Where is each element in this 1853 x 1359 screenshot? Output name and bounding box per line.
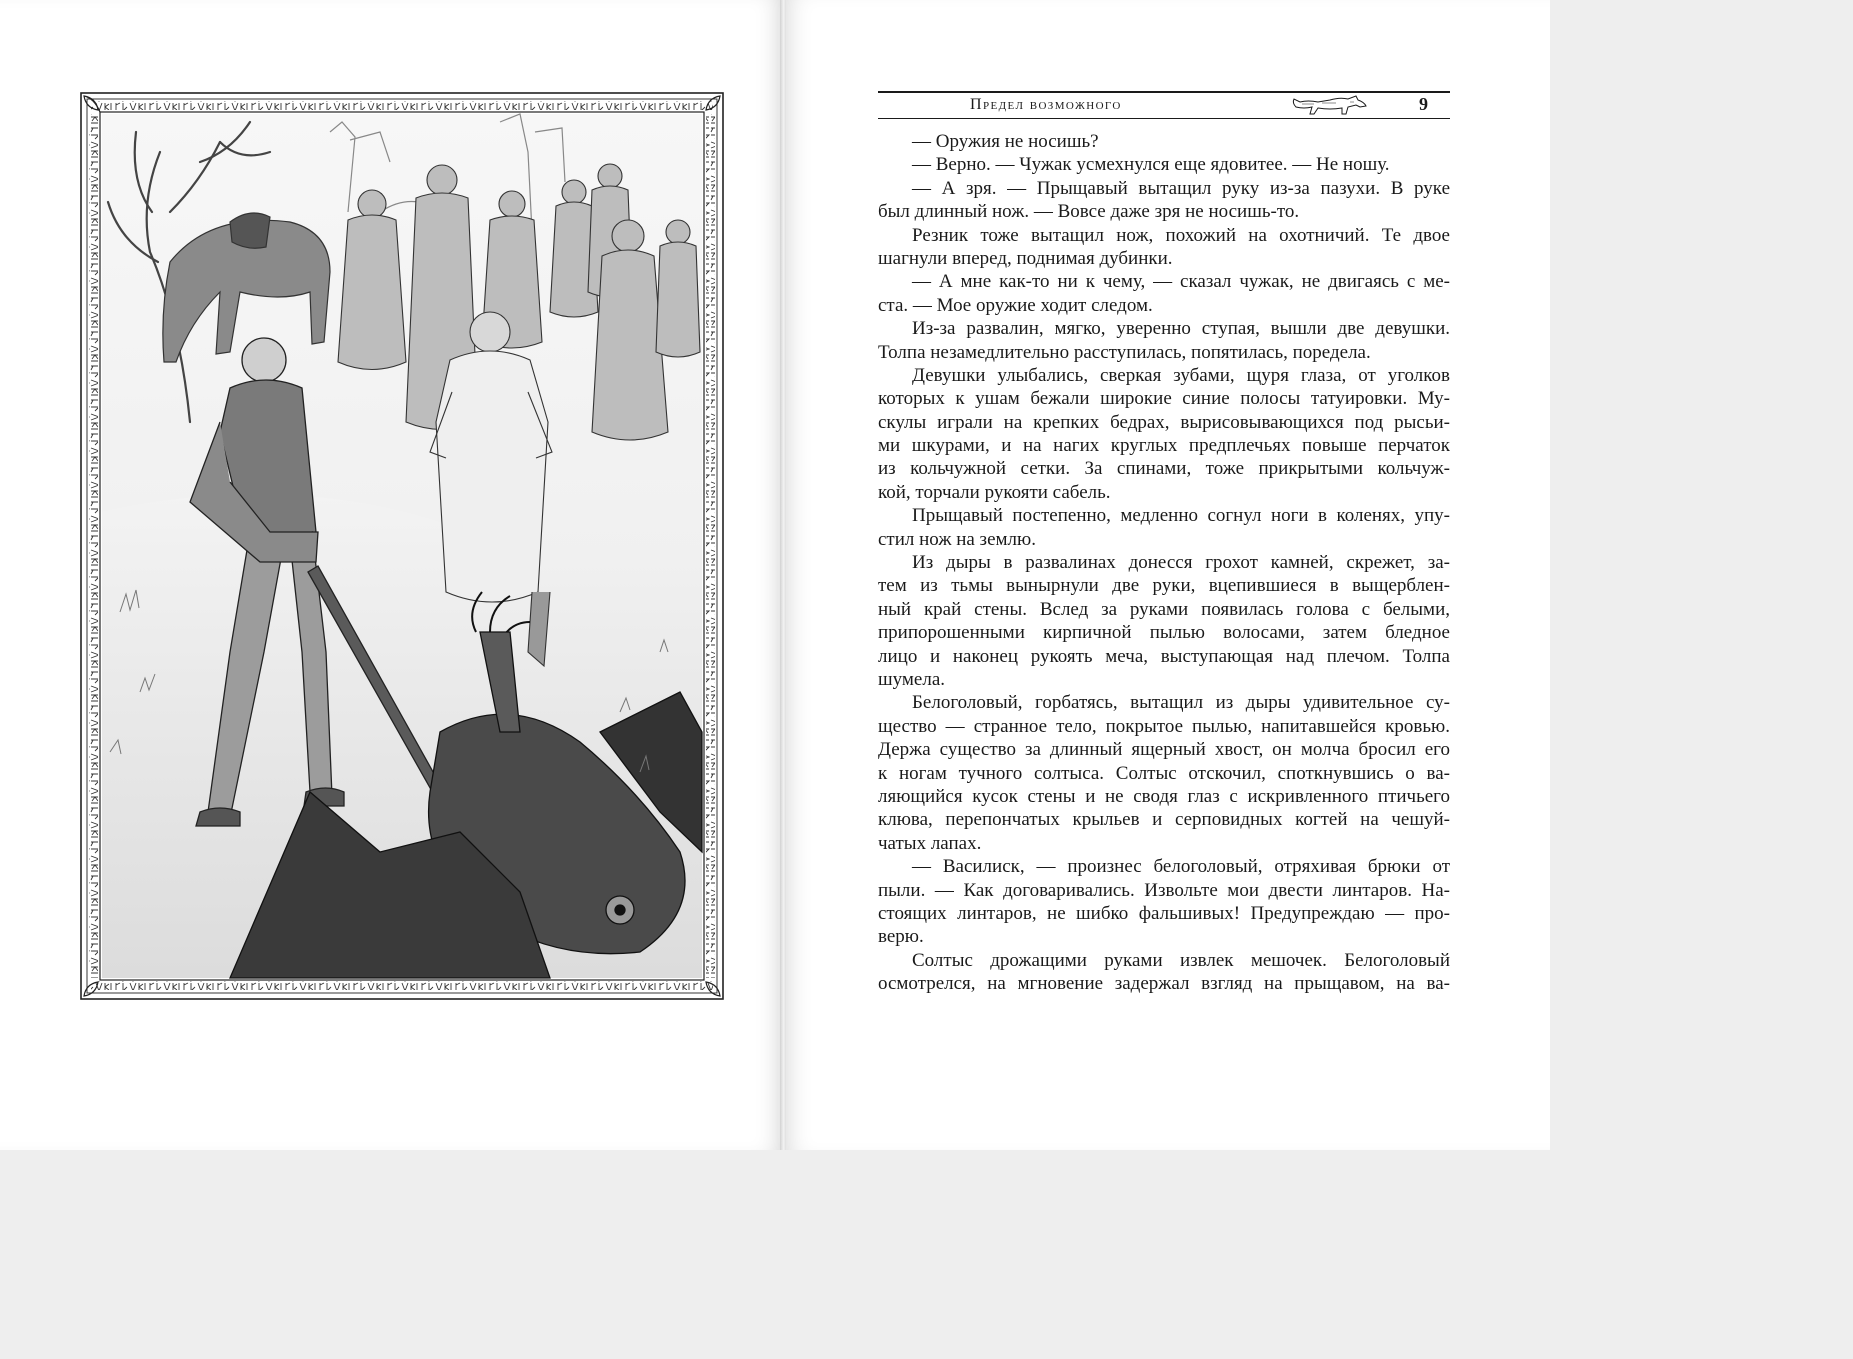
illustration-art [80, 92, 724, 1000]
text-line: ста. — Мое оружие ходит следом. [878, 294, 1153, 316]
text-line: — Оружия не носишь? [912, 131, 1099, 152]
text-line: — А зря. — Прыщавый вытащил руку из-за пазухи. В руке [912, 177, 1450, 199]
scene [102, 114, 702, 978]
illustration [80, 92, 724, 1000]
rune-border-right [706, 114, 715, 978]
text-line: пыли. — Как договаривались. Извольте мои двести линтаров. На- [878, 879, 1450, 901]
text-line: тем из тьмы вынырнули две руки, вцепившиеся в выщерблен- [878, 575, 1450, 597]
text-line: Прыщавый постепенно, медленно согнул ноги в коленях, упу- [912, 505, 1450, 527]
text-line: клюва, перепончатых крыльев и серповидных когтей на чешуй- [878, 809, 1450, 831]
rune-border-top [91, 101, 713, 110]
text-line: припорошенными кирпичной пылью волосами, затем бледное [878, 622, 1450, 644]
left-page [0, 0, 782, 1150]
text-line: Из-за развалин, мягко, уверенно ступая, вышли две девушки. [912, 318, 1450, 340]
text-line: Солтыс дрожащими руками извлек мешочек. Белоголовый [912, 949, 1450, 971]
running-header [878, 91, 1450, 123]
text-line: к ногам тучного солтыса. Солтыс отскочил, споткнувшись о ва- [878, 762, 1450, 784]
text-line: лицо и наконец рукоять меча, выступающая над плечом. Толпа [878, 645, 1450, 667]
text-line: — Василиск, — произнес белоголовый, отряхивая брюки от [912, 856, 1450, 878]
text-line: Девушки улыбались, сверкая зубами, щуря глаза, от уголков [912, 364, 1450, 386]
rune-border-left [89, 114, 98, 978]
running-head-title: Предел возможного [970, 96, 1122, 113]
text-line: Держа существо за длинный ящерный хвост, он молча бросил его [878, 739, 1450, 761]
text-line: Толпа незамедлительно расступилась, попятилась, поредела. [878, 341, 1371, 363]
text-line: Из дыры в развалинах донесся грохот камней, скрежет, за- [912, 552, 1450, 574]
text-line: стил нож на землю. [878, 528, 1036, 550]
text-line: чатых лапах. [878, 832, 982, 854]
text-line: шумела. [878, 668, 946, 690]
text-line: Белоголовый, горбатясь, вытащил из дыры удивительное су- [912, 692, 1450, 714]
text-line: кой, торчали рукояти сабель. [878, 481, 1111, 503]
text-line: Резник тоже вытащил нож, похожий на охотничий. Те двое [912, 224, 1450, 246]
text-line: — Верно. — Чужак усмехнулся еще ядовитее. — Не ношу. [912, 154, 1390, 176]
text-line: щество — странное тело, покрытое пылью, напитавшейся кровью. [878, 715, 1450, 737]
body-text [878, 130, 1450, 995]
text-line: ми шкурами, и на нагих круглых предплечьях повыше перчаток [878, 435, 1450, 457]
header-rule-top [878, 91, 1450, 93]
wolf-icon [1290, 94, 1370, 116]
text-line: стоящих линтаров, не шибко фальшивых! Предупреждаю — про- [878, 902, 1450, 924]
header-rule-bottom [878, 118, 1450, 119]
text-line: — А мне как-то ни к чему, — сказал чужак, не двигаясь с ме- [912, 271, 1450, 293]
text-line: осмотрелся, на мгновение задержал взгляд на прыщавом, на ва- [878, 973, 1450, 995]
rune-border-bottom [91, 981, 713, 990]
text-line: из кольчужной сетки. За спинами, тоже прикрытыми кольчуж- [878, 458, 1450, 480]
text-line: ляющийся кусок стены и не сводя глаз с искривленного птичьего [878, 785, 1450, 807]
text-line: шагнули вперед, поднимая дубинки. [878, 247, 1173, 269]
text-line: верю. [878, 926, 924, 948]
text-line: которых к ушам бежали широкие синие полосы татуировки. Му- [878, 388, 1450, 410]
text-line: был длинный нож. — Вовсе даже зря не носишь-то. [878, 201, 1300, 223]
text-line: скулы играли на крепких бедрах, вырисовывающихся под рысьи- [878, 411, 1450, 433]
page-number: 9 [1419, 94, 1428, 114]
text-line: ный край стены. Вслед за руками появилась голова с белыми, [878, 598, 1450, 620]
